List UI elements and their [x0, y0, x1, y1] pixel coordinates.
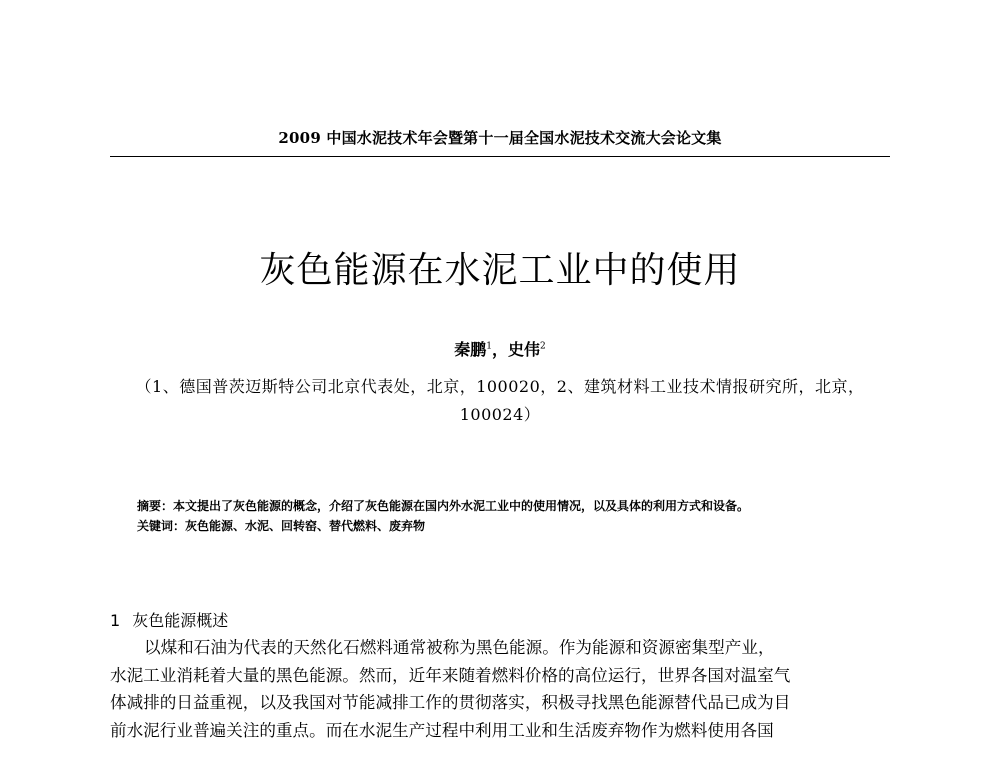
author-name: 秦鹏 [454, 340, 487, 359]
paragraph-line: 以煤和石油为代表的天然化石燃料通常被称为黑色能源。作为能源和资源密集型产业， [144, 638, 775, 657]
header-rule [110, 156, 890, 157]
affiliation-line: 100024） [459, 405, 541, 424]
paragraph-line: 体减排的日益重视，以及我国对节能减排工作的贯彻落实，积极寻找黑色能源替代品已成为目 [110, 693, 791, 712]
affiliation-mark: 1 [486, 341, 492, 352]
abstract-text: 摘要：本文提出了灰色能源的概念，介绍了灰色能源在国内外水泥工业中的使用情况，以及具体的利用方式和设备。 [137, 499, 750, 513]
paper-title: 灰色能源在水泥工业中的使用 [259, 250, 741, 291]
section-heading [110, 608, 228, 631]
affiliation-mark: 2 [540, 341, 546, 352]
running-header: 2009 中国水泥技术年会暨第十一届全国水泥技术交流大会论文集 [278, 129, 722, 147]
section-number: 1 [110, 611, 121, 630]
paragraph-line: 前水泥行业普遍关注的重点。而在水泥生产过程中利用工业和生活废弃物作为燃料使用各国 [110, 720, 774, 740]
author-line [100, 337, 900, 360]
affiliation-line: （1、德国普茨迈斯特公司北京代表处，北京，100020，2、建筑材料工业技术情报研究所，北京， [135, 377, 865, 396]
section-body [110, 634, 890, 744]
author-separator: ， [491, 340, 508, 359]
keywords-text: 关键词：灰色能源、水泥、回转窑、替代燃料、废弃物 [137, 519, 426, 533]
section-title: 灰色能源概述 [132, 611, 229, 630]
paragraph-line: 水泥工业消耗着大量的黑色能源。然而，近年来随着燃料价格的高位运行，世界各国对温室气 [110, 665, 791, 685]
abstract-block [137, 496, 907, 536]
affiliation [95, 373, 905, 429]
author-name: 史伟 [508, 340, 541, 359]
